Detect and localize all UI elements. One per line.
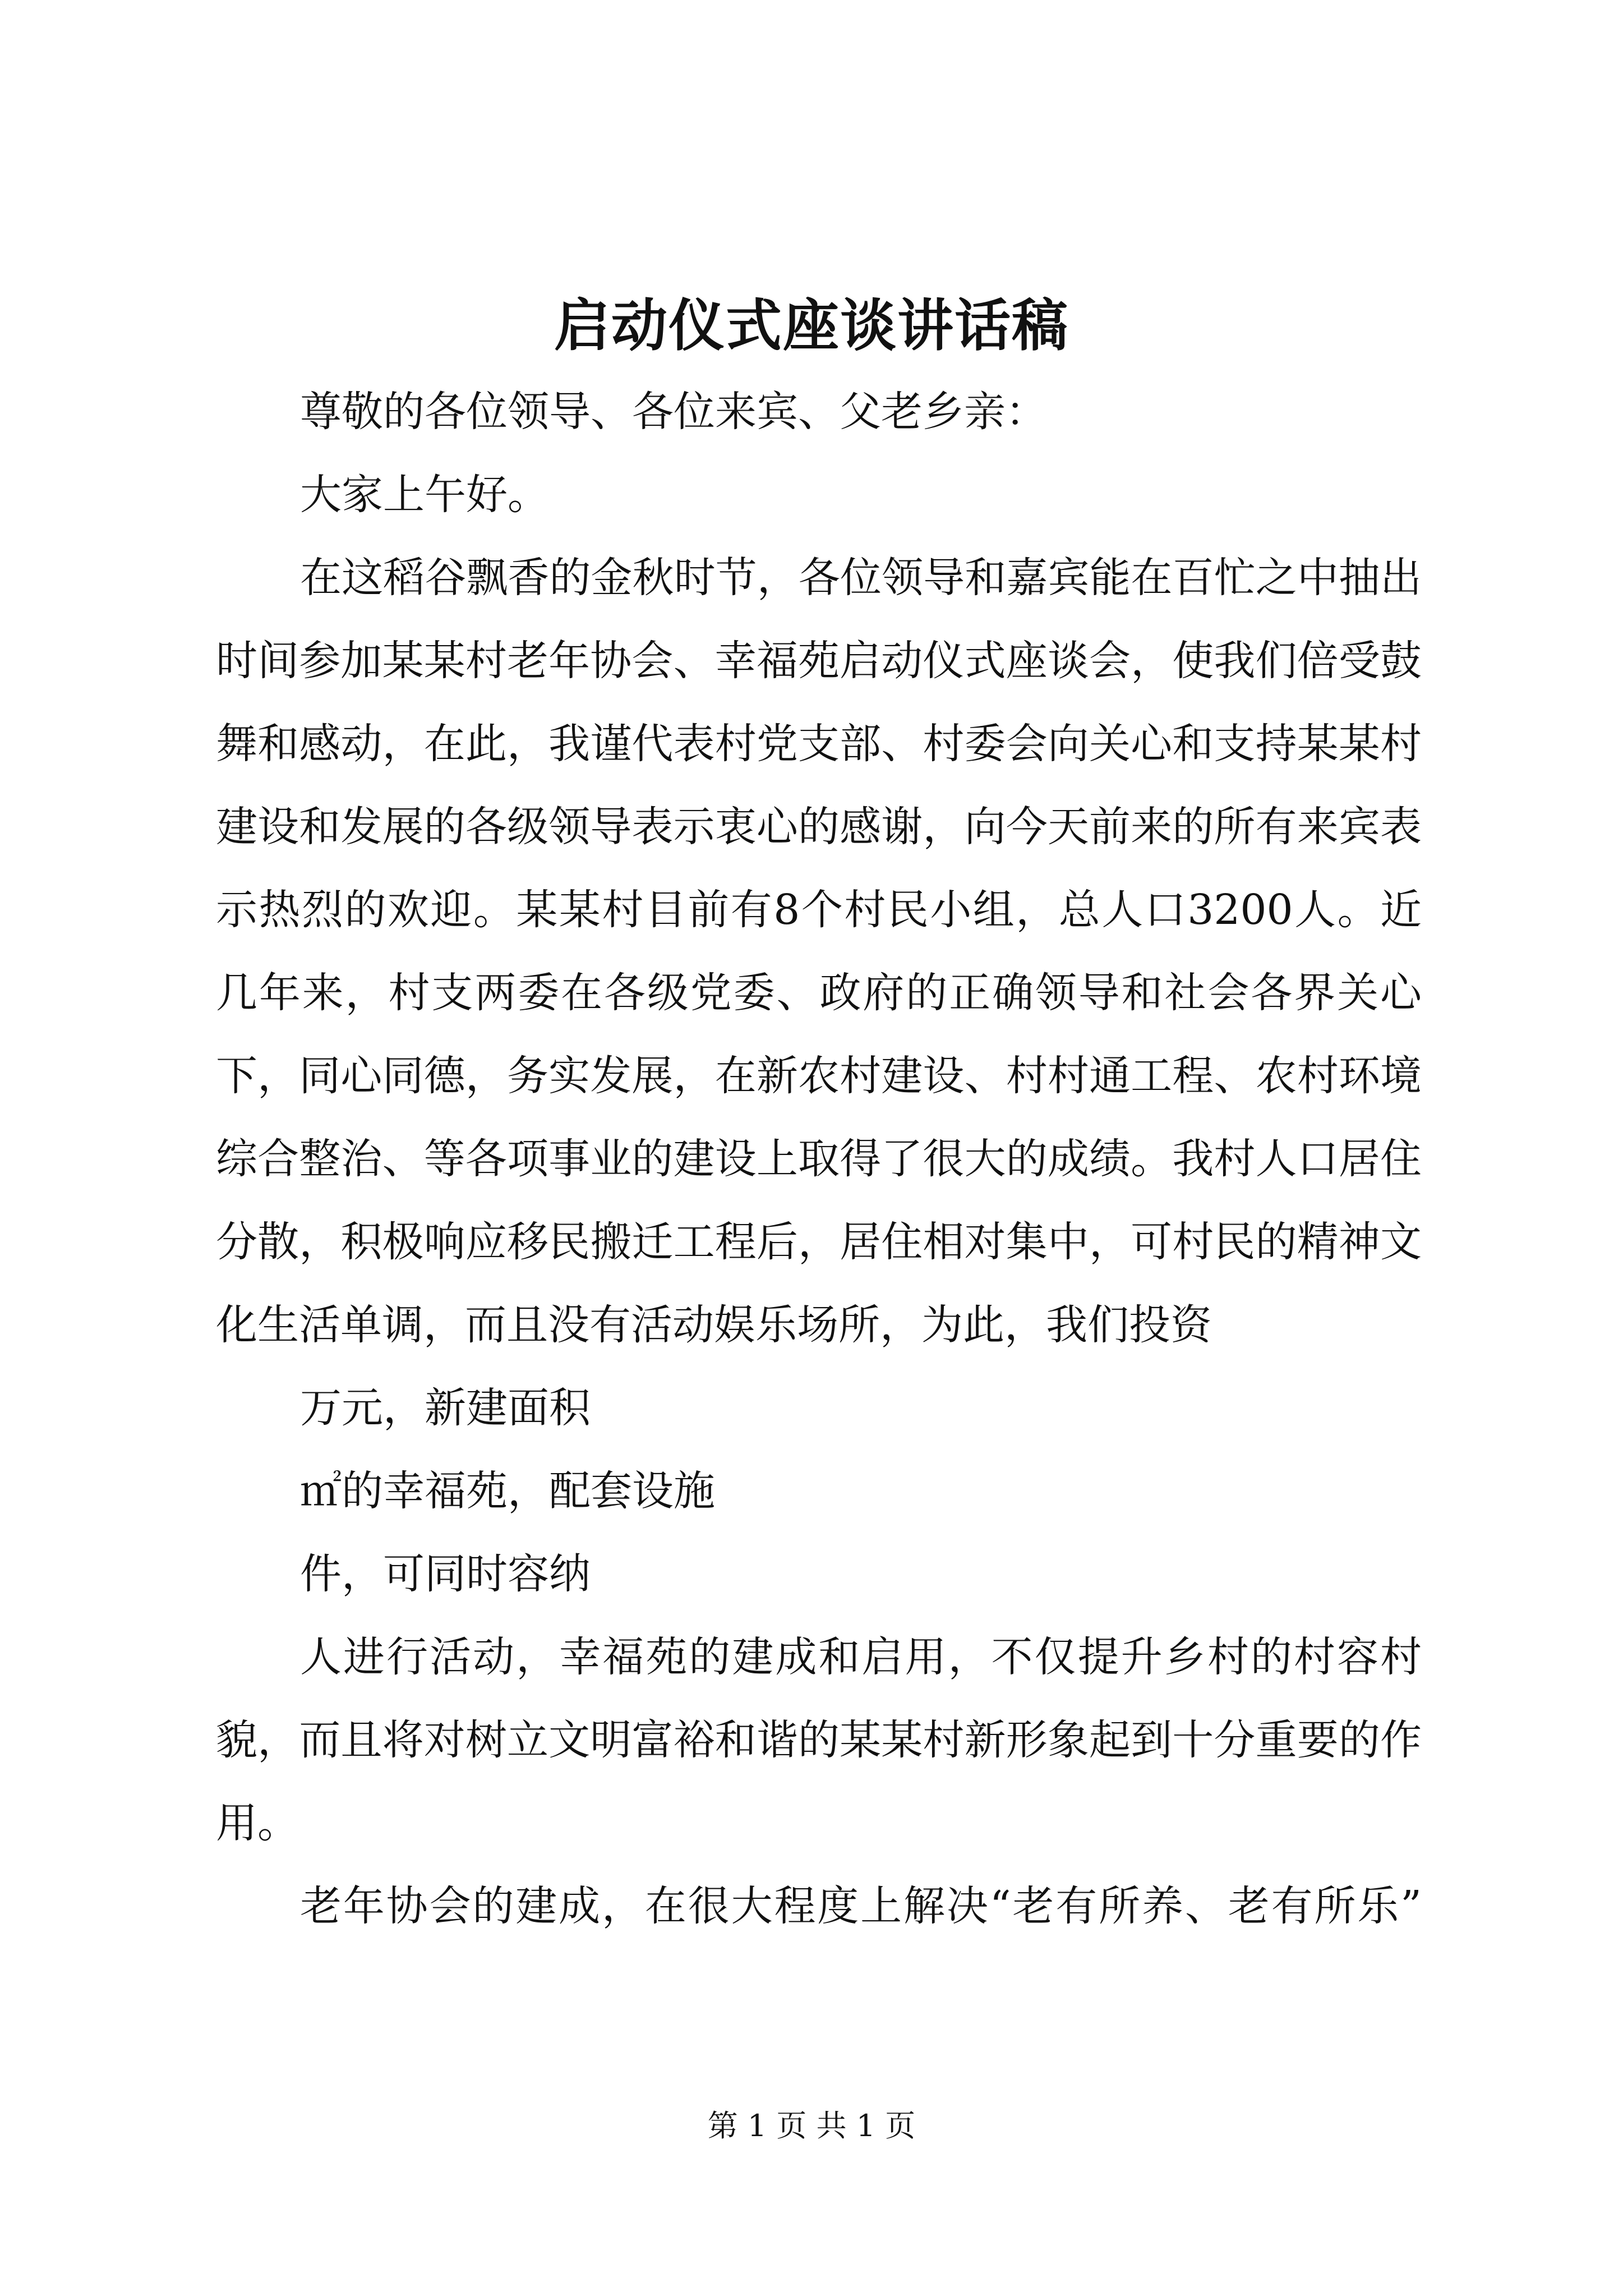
paragraph-main: 在这稻谷飘香的金秋时节，各位领导和嘉宾能在百忙之中抽出时间参加某某村老年协会、幸福苑启动仪式座谈会，使我们倍受鼓舞和感动，在此，我谨代表村党支部、村委会向关心和支持某某村建设和发展的各级领导表示衷心的感谢，向今天前来的所有来宾表示热烈的欢迎。某某村目前有8个村民小组，总人口3200人。近几年来，村支两委在各级党委、政府的正确领导和社会各界关心下，同心同德，务实发展，在新农村建设、村村通工程、农村环境综合整治、等各项事业的建设上取得了很大的成绩。我村人口居住分散，积极响应移民搬迁工程后，居住相对集中，可村民的精神文化生活单调，而且没有活动娱乐场所，为此，我们投资 bbox=[216, 554, 1422, 1349]
paragraph-facilities: 件，可同时容纳 bbox=[300, 1550, 591, 1598]
paragraph-association: 老年协会的建成，在很大程度上解决“老有所养、老有所乐” bbox=[300, 1882, 1422, 1930]
paragraph-area: ㎡的幸福苑，配套设施 bbox=[300, 1467, 715, 1515]
document-title: 启动仪式座谈讲话稿 bbox=[554, 292, 1069, 358]
paragraph-greeting: 大家上午好。 bbox=[300, 471, 549, 519]
paragraph-salutation: 尊敬的各位领导、各位来宾、父老乡亲： bbox=[300, 388, 1047, 436]
document-body bbox=[216, 370, 1422, 1948]
page-number: 第 1 页 共 1 页 bbox=[707, 2108, 916, 2143]
paragraph-capacity: 人进行活动，幸福苑的建成和启用，不仅提升乡村的村容村貌，而且将对树立文明富裕和谐的某某村新形象起到十分重要的作用。 bbox=[216, 1633, 1422, 1847]
paragraph-investment: 万元，新建面积 bbox=[300, 1384, 591, 1432]
